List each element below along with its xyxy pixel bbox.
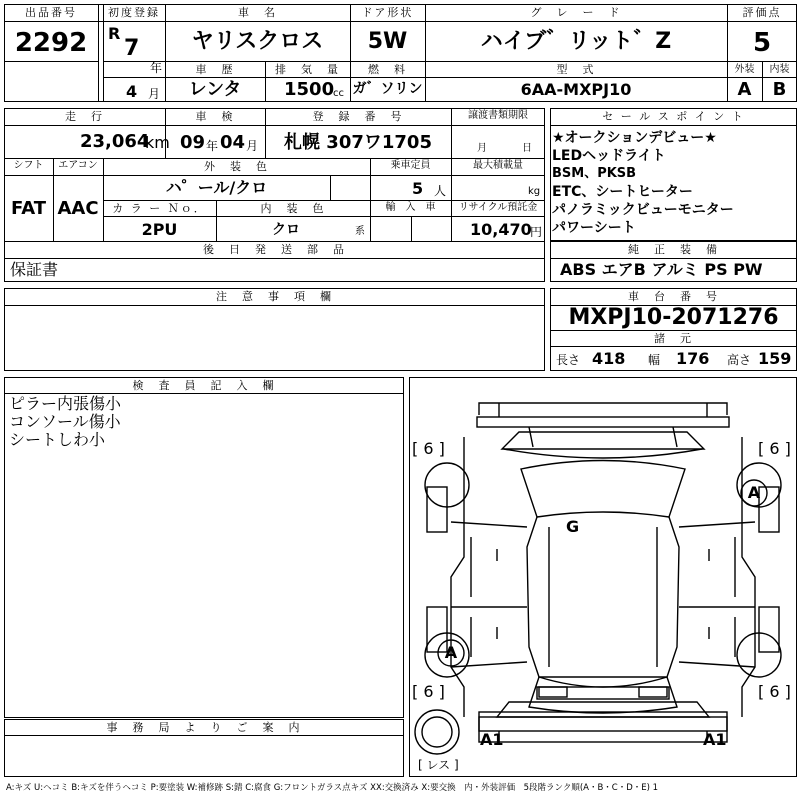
sales-point-line: パワーシート (552, 220, 636, 236)
year-unit: 年 (150, 61, 163, 75)
mileage-label: 走 行 (65, 110, 104, 123)
inspector-note: コンソール傷小 (9, 412, 121, 431)
score-value: 5 (752, 28, 772, 58)
grade-label: グ レ ー ド (530, 6, 622, 19)
fuel-value: ガ゛ソリン (352, 81, 423, 97)
grade-value: ハイブ゛リット゛Z (480, 29, 672, 54)
length-value: 418 (592, 349, 626, 368)
payload-label: 最大積載量 (473, 160, 523, 171)
color-number-label: カ ラ ー Ｎｏ． (112, 202, 207, 215)
interior-color-unit: 系 (355, 226, 365, 237)
sales-point-line: LEDヘッドライト (552, 148, 666, 164)
later-parts-value: 保証書 (10, 260, 59, 279)
inspector-note: シートしわ小 (9, 430, 106, 449)
damage-mark-front-right: A (747, 483, 761, 502)
office-label: 事 務 局 よ り ご 案 内 (106, 721, 302, 734)
exterior-label: 外装 (734, 64, 755, 75)
sales-point-line: ETC、シートヒーター (552, 184, 693, 200)
capacity-unit: 人 (434, 184, 447, 198)
sales-point-line: ★オークションデビュー★ (552, 130, 717, 146)
width-label: 幅 (648, 353, 661, 367)
mileage-value: 23,064 (80, 131, 150, 152)
door-value: 5W (367, 29, 408, 54)
tire-front-left: [ 6 ] (412, 439, 445, 458)
spare-tire-label: [ レス ] (418, 758, 459, 772)
length-label: 長さ (556, 353, 581, 367)
door-label: ドア形状 (361, 6, 414, 19)
month-unit: 月 (148, 87, 161, 101)
registration-label: 登 録 番 号 (312, 110, 404, 123)
first-reg-year: 7 (124, 36, 140, 61)
car-name-label: 車 名 (238, 6, 277, 19)
tire-rear-right: [ 6 ] (758, 682, 791, 701)
inspector-label: 検 査 員 記 入 欄 (132, 379, 276, 392)
equipment-label: 純 正 装 備 (628, 243, 719, 256)
era: R (108, 24, 121, 43)
height-value: 159 (758, 349, 792, 368)
recycle-unit: 円 (530, 225, 543, 239)
ac-value: AAC (57, 198, 99, 219)
transfer-doc-label: 譲渡書類期限 (468, 110, 528, 121)
displacement-label: 排 気 量 (275, 63, 340, 76)
registration-number: 札幌 307ワ1705 (284, 132, 432, 153)
car-diagram-svg (409, 377, 797, 777)
interior-grade: B (772, 79, 787, 100)
displacement-value: 1500 (284, 79, 335, 100)
inspection-label: 車 検 (195, 110, 235, 123)
notes-label: 注 意 事 項 欄 (216, 290, 333, 303)
transfer-day-unit: 日 (522, 143, 532, 154)
interior-color: クロ (272, 222, 300, 238)
equipment-value: ABS エアB アルミ PS PW (560, 260, 763, 279)
inspection-month-unit: 月 (246, 139, 259, 153)
color-number: 2PU (141, 220, 178, 239)
color-label: 外 装 色 (204, 160, 269, 173)
capacity-label: 乗車定員 (390, 160, 431, 171)
tire-front-right: [ 6 ] (758, 439, 791, 458)
import-label: 輸 入 車 (385, 202, 436, 213)
exterior-grade: A (737, 79, 752, 100)
history-label: 車 歴 (195, 63, 235, 76)
color-value: ハ゜ール/クロ (165, 178, 268, 197)
height-label: 高さ (727, 353, 752, 367)
chassis-label: 車 台 番 号 (628, 290, 719, 303)
later-parts-label: 後 日 発 送 部 品 (203, 243, 346, 256)
inspection-year-unit: 年 (206, 139, 219, 153)
shift-value: FAT (10, 198, 47, 219)
damage-mark-glass: G (566, 517, 580, 536)
capacity-value: 5 (412, 179, 424, 198)
damage-mark-rear-left: A (444, 643, 458, 662)
history-value: レンタ (188, 79, 242, 100)
lot-label: 出品番号 (25, 6, 77, 19)
inspection-year: 09 (180, 132, 206, 153)
recycle-fee: 10,470 (470, 220, 532, 239)
model-label: 型 式 (556, 63, 596, 76)
recycle-label: リサイクル預託金 (458, 202, 538, 213)
lot-number: 2292 (14, 28, 88, 58)
sales-point-line: BSM、PKSB (552, 166, 637, 181)
model-value: 6AA-MXPJ10 (520, 80, 632, 99)
width-value: 176 (676, 349, 710, 368)
interior-label: 内装 (769, 64, 790, 75)
first-reg-month: 4 (126, 82, 138, 101)
legend-text: A:キズ U:ヘコミ B:キズを伴うヘコミ P:要塗装 W:補修跡 S:錆 C:腐食 G:フロントガラス点キズ XX:交換済み X:要交換 内・外装評価 5段階ランク順(A・B・C・D・E) 1 (6, 783, 659, 793)
inspector-note: ピラー内張傷小 (9, 394, 122, 413)
damage-mark-a1-right: A1 (703, 730, 727, 749)
displacement-unit: cc (333, 88, 344, 99)
car-name: ヤリスクロス (191, 29, 324, 54)
sales-points-label: セ ー ル ス ポ イ ン ト (602, 110, 745, 123)
inspection-month: 04 (220, 132, 246, 153)
transfer-month-unit: 月 (477, 143, 487, 154)
score-label: 評価点 (742, 6, 782, 19)
damage-mark-a1-left: A1 (480, 730, 504, 749)
fuel-label: 燃 料 (368, 63, 407, 76)
ac-label: エアコン (58, 160, 98, 171)
tire-rear-left: [ 6 ] (412, 682, 445, 701)
chassis-number: MXPJ10-2071276 (568, 305, 779, 330)
shift-label: シフト (13, 160, 44, 171)
sales-point-line: パノラミックビューモニター (552, 202, 734, 218)
mileage-unit: km (145, 133, 170, 152)
spec-label: 諸 元 (654, 332, 693, 345)
interior-color-label: 内 装 色 (260, 202, 326, 215)
payload-unit: kg (528, 186, 541, 197)
first-registration-label: 初度登録 (108, 6, 160, 19)
